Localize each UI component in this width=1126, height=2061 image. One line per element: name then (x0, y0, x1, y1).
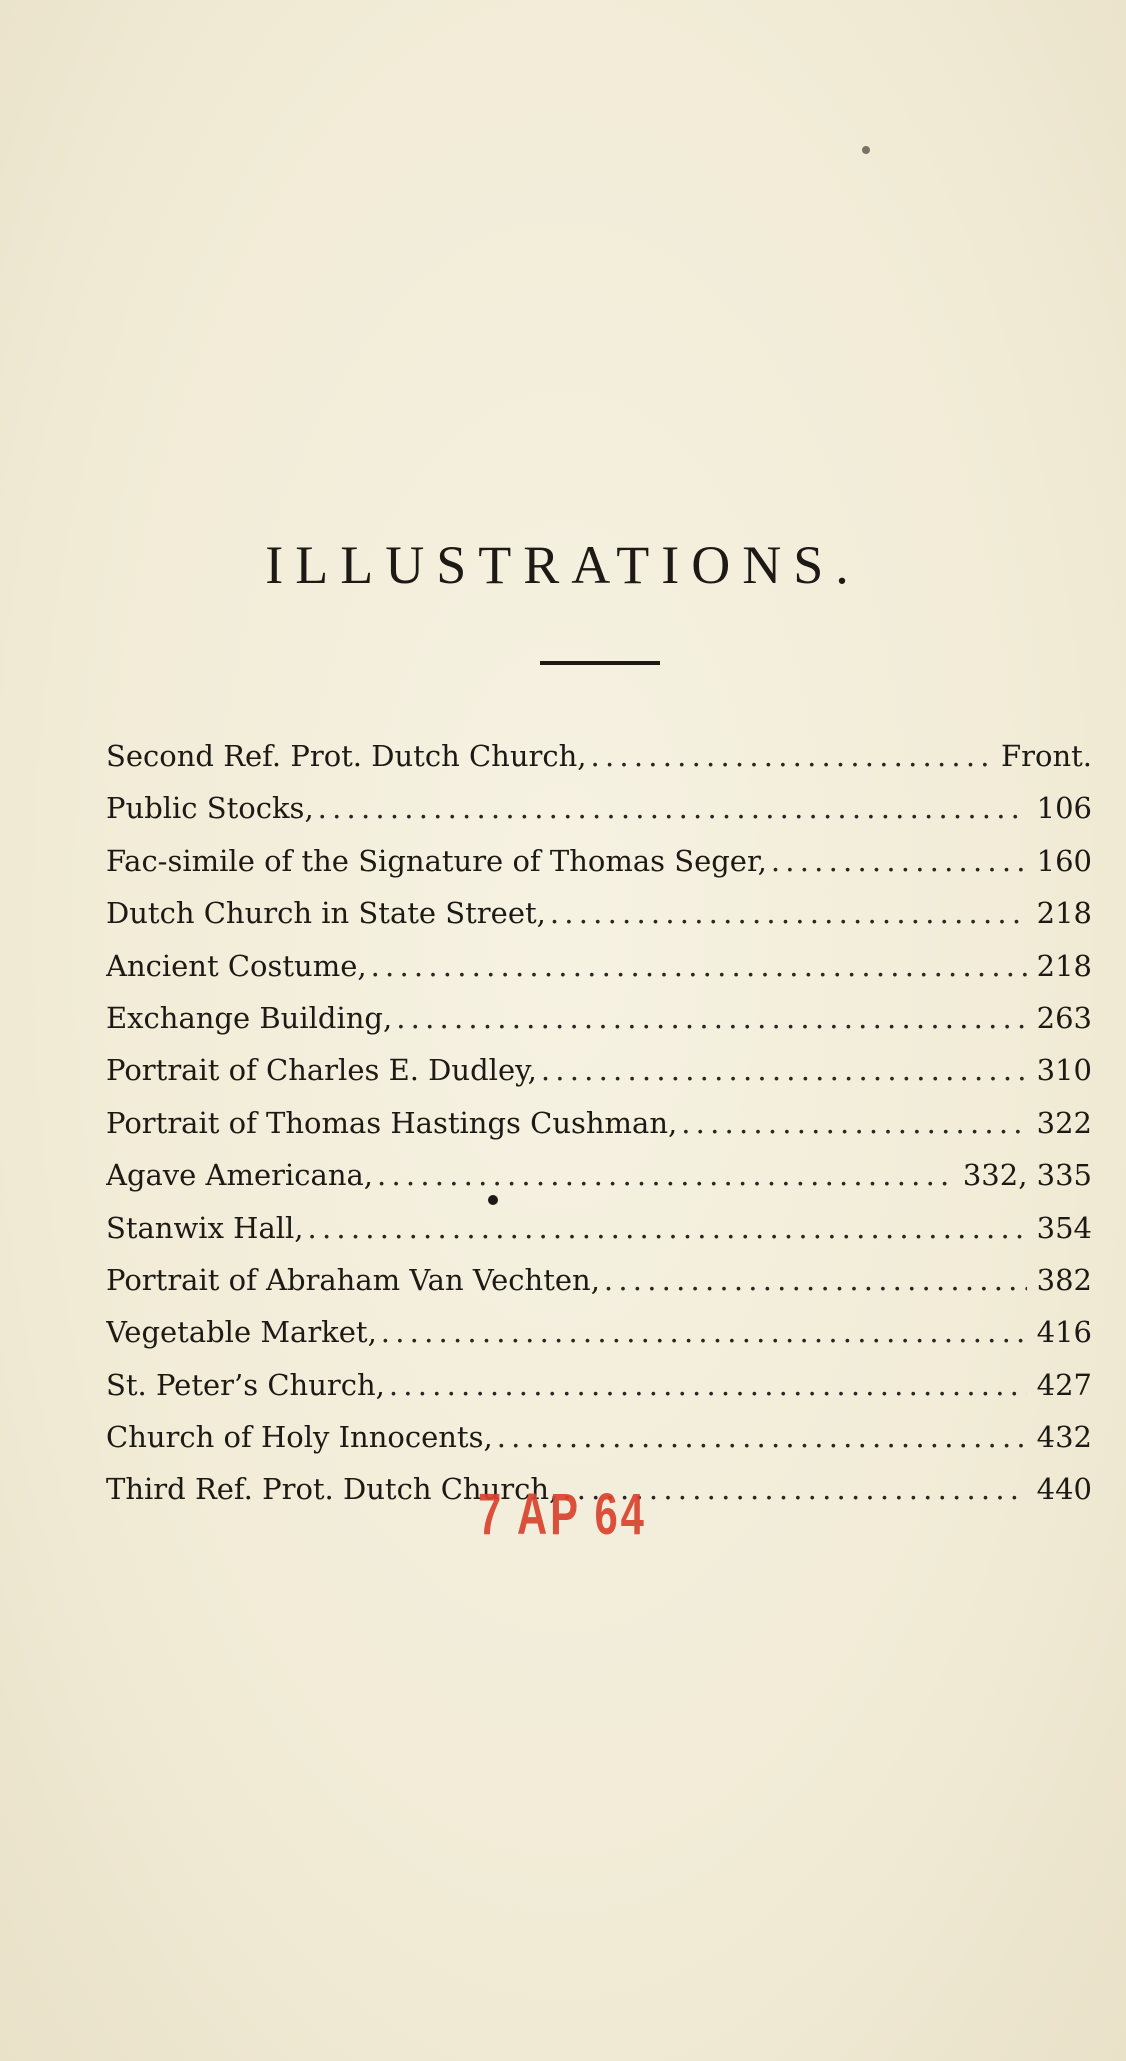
dot-leader (541, 1044, 1027, 1096)
list-item (106, 940, 1092, 992)
entry-label: Church of Holy Innocents, (106, 1420, 493, 1455)
dot-leader (318, 782, 1027, 834)
list-item (106, 1097, 1092, 1149)
entry-label: Portrait of Abraham Van Vechten, (106, 1262, 600, 1297)
entry-label: Dutch Church in State Street, (106, 896, 546, 931)
dot-leader (381, 1306, 1027, 1358)
dot-leader (604, 1254, 1027, 1306)
page-title: ILLUSTRATIONS. (265, 535, 861, 595)
entry-label: Fac-simile of the Signature of Thomas Seger, (106, 843, 767, 878)
entry-label: Second Ref. Prot. Dutch Church, (106, 739, 587, 773)
dot-leader (591, 730, 991, 782)
entry-label: Public Stocks, (106, 791, 314, 826)
entry-page: 263 (1036, 1000, 1092, 1035)
entry-label: Third Ref. Prot. Dutch Church, (106, 1472, 559, 1507)
list-item (106, 782, 1092, 834)
entry-page: 106 (1036, 791, 1092, 826)
list-item (106, 1411, 1092, 1463)
entry-page: 310 (1036, 1053, 1092, 1088)
dot-leader (389, 1359, 1027, 1411)
dot-leader (308, 1202, 1027, 1254)
dot-leader (396, 992, 1026, 1044)
list-item (106, 730, 1092, 782)
entry-page: 332, 335 (962, 1158, 1092, 1193)
list-item (106, 1359, 1092, 1411)
entry-page: 322 (1036, 1105, 1092, 1140)
entry-page: 160 (1036, 843, 1092, 878)
entry-page: 416 (1036, 1315, 1092, 1350)
paper-speck (862, 146, 870, 154)
entry-page: 382 (1036, 1262, 1092, 1297)
entry-label: Vegetable Market, (106, 1315, 377, 1350)
list-item (106, 835, 1092, 887)
entry-label: Portrait of Charles E. Dudley, (106, 1053, 537, 1088)
dot-leader (497, 1411, 1027, 1463)
entry-label: St. Peter’s Church, (106, 1367, 385, 1402)
entry-page: 354 (1036, 1210, 1092, 1245)
illustrations-list (106, 730, 1092, 1516)
title-rule (540, 661, 660, 665)
entry-page: 432 (1036, 1420, 1092, 1455)
entry-label: Exchange Building, (106, 1000, 393, 1035)
dot-leader (377, 1149, 953, 1201)
entry-label: Portrait of Thomas Hastings Cushman, (106, 1105, 678, 1140)
dot-leader (681, 1097, 1026, 1149)
dot-leader (371, 940, 1027, 992)
entry-page: 218 (1036, 948, 1092, 983)
list-item (106, 1044, 1092, 1096)
dot-leader (550, 887, 1027, 939)
list-item (106, 992, 1092, 1044)
entry-page: 427 (1036, 1367, 1092, 1402)
entry-page: Front. (1001, 739, 1092, 773)
entry-label: Agave Americana, (106, 1158, 374, 1193)
list-item (106, 887, 1092, 939)
dot-leader (771, 835, 1027, 887)
list-item (106, 1254, 1092, 1306)
entry-page: 440 (1036, 1472, 1092, 1507)
list-item (106, 1306, 1092, 1358)
library-date-stamp: 7 AP 64 (478, 1482, 647, 1547)
list-item (106, 1149, 1092, 1201)
entry-label: Stanwix Hall, (106, 1210, 304, 1245)
entry-label: Ancient Costume, (106, 948, 367, 983)
entry-page: 218 (1036, 896, 1092, 931)
list-item (106, 1202, 1092, 1254)
paper-speck (488, 1195, 498, 1205)
